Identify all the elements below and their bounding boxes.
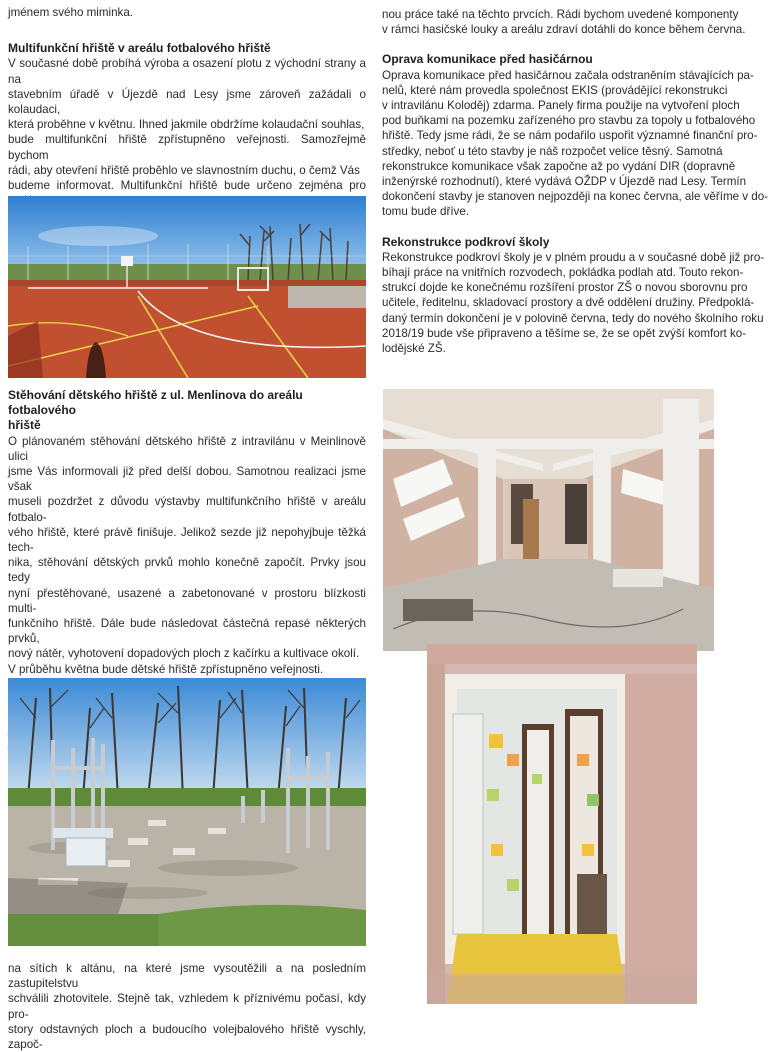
text-line: nový nátěr, vyhotovení dopadových ploch z kačírku a kultivace okolí.: [8, 647, 360, 661]
section-heading-road-repair: Oprava komunikace před hasičárnou: [382, 52, 593, 67]
text-line: pod buňkami na pozemku zařízeného pro stavbu za topoly u fotbalového: [382, 114, 756, 128]
text-line: schválili zhotovitele. Stejně tak, vzhledem k příznivému počasí, kdy pro-: [8, 992, 366, 1021]
text-line: v rámci hasičské louky a areálu zdraví dotáhli do konce během června.: [382, 23, 746, 37]
text-line: daný termín dokončení je v polovině června, tedy do nového školního roku: [382, 311, 764, 325]
text-line: story odstavných ploch a budoucího volejbalového hřiště vyschly, započ-: [8, 1022, 366, 1052]
section-heading-attic-reconstruction: Rekonstrukce podkroví školy: [382, 234, 550, 249]
photo-fitpark: [8, 678, 366, 946]
text-line: tomu bude dříve.: [382, 205, 470, 219]
text-line: museli pozdržet z důvodu výstavby multifunkčního hřiště v areálu fotbalo-: [8, 495, 366, 524]
text-line: středky, neboť u této stavby je náš rozpočet velice těsný. Samotná: [382, 144, 723, 158]
text-line: stavebním úřadě v Újezdě nad Lesy jsme zároveň zažádali o kolaudaci,: [8, 87, 366, 117]
text-line: nika, stěhování dětských prvků mohlo konečně započít. Prvky jsou tedy: [8, 556, 366, 585]
text-line: bíhají práce na vnitřních rozvodech, pokládka podlah atd. Touto rekon-: [382, 266, 744, 280]
text-line: nelů, které nám provedla společnost EKIS (provádějící rekonstrukci: [382, 83, 728, 97]
text-line: nou práce také na těchto prvcích. Rádi bychom uvedené komponenty: [382, 8, 739, 21]
section-heading-playground-move-cont: hřiště: [8, 418, 41, 433]
text-line: budeme informovat. Multifunkční hřiště bude určeno zejména pro: [8, 179, 366, 193]
photo-hallway-doors: [427, 644, 697, 1004]
text-line: O plánovaném stěhování dětského hřiště z intravilánu v Meinlinově ulici: [8, 434, 366, 463]
right-column-text: [382, 7, 768, 382]
text-line: na sítích k altánu, na které jsme vysoutěžili a na posledním zastupitelstvu: [8, 962, 366, 991]
photo-attic-interior: [383, 389, 714, 651]
text-line: jsme Vás informovali již před delší dobou. Samotnou realizaci jsme však: [8, 465, 366, 494]
wooden-post: [523, 499, 539, 569]
left-column-bottom: [8, 961, 366, 1052]
text-line: rádi, aby otevření hřiště proběhlo ve slavnostním duchu, o čemž Vás: [8, 163, 360, 177]
distant-field: [8, 264, 366, 280]
floor-board: [403, 599, 473, 621]
text-line: V průběhu května bude dětské hřiště zpřístupněno veřejnosti.: [8, 662, 324, 676]
section-heading-playground-move: Stěhování dětského hřiště z ul. Menlinova do areálu fotbalového: [8, 388, 303, 418]
basketball-board: [121, 256, 133, 266]
text-line: rekonstrukce komunikace však započne až po vydání DIR (dopravně: [382, 159, 736, 173]
text-line: funkčního hřiště. Dále bude následovat částečná repasé některých prvků,: [8, 617, 366, 646]
text-line: V současné době probíhá výroba a osazení plotu z východní strany a na: [8, 57, 366, 86]
photo-multifunctional-court: [8, 196, 366, 378]
text-line: v intravilánu Koloděj) zdarma. Panely firma použije na vytvoření ploch: [382, 99, 740, 113]
text-line: učitele, ředitelnu, skladovací prostory a dvě oddělení družiny. Předpoklá-: [382, 296, 755, 310]
gravel-strip: [288, 286, 366, 308]
text-line: 2018/19 bude vše připraveno a těšíme se, že se opět zvýší komfort ko-: [382, 326, 747, 340]
bench: [53, 828, 113, 838]
text-line: strukcí dojde ke konečnému rozšíření prostor ZŠ o novou sborovnu pro: [382, 281, 748, 295]
text-line: Oprava komunikace před hasičárnou začala odstraněním stávajících pa-: [382, 68, 754, 82]
intro-tail-line: jménem svého miminka.: [8, 6, 133, 19]
left-door: [453, 714, 483, 934]
text-line: dokončení stavby je stanoven nejpozději na konec června, ale věříme v do-: [382, 190, 768, 204]
text-line: bude multifunkční hřiště zpřístupněno veřejnosti. Samozřejmě bychom: [8, 133, 366, 162]
text-line: hřiště. Tedy jsme rádi, že se nám podařilo uspořit významné finanční pro-: [382, 129, 758, 143]
text-line: nyní přestěhované, usazené a zabetonované v prostoru blízkosti multi-: [8, 586, 366, 615]
text-line: vého hřiště, které právě finišuje. Jelikož sezde již nepohyjbuje těžká tech-: [8, 525, 366, 555]
court-border: [8, 280, 366, 286]
section-heading-multifunctional-court: Multifunkční hřiště v areálu fotbalového hřiště: [8, 41, 271, 56]
wall-left: [427, 664, 445, 1004]
text-line: inženýrské rozhodnutí), které vydává OŽDP v Újezdě nad Lesy. Termín: [382, 175, 747, 189]
text-line: která proběhne v květnu. Ihned jakmile obdržíme kolaudační souhlas,: [8, 118, 365, 132]
text-line: lodějské ZŠ.: [382, 342, 446, 356]
wall-right: [625, 674, 697, 1004]
text-line: Rekonstrukce podkroví školy je v plném proudu a v současné době již pro-: [382, 250, 765, 264]
